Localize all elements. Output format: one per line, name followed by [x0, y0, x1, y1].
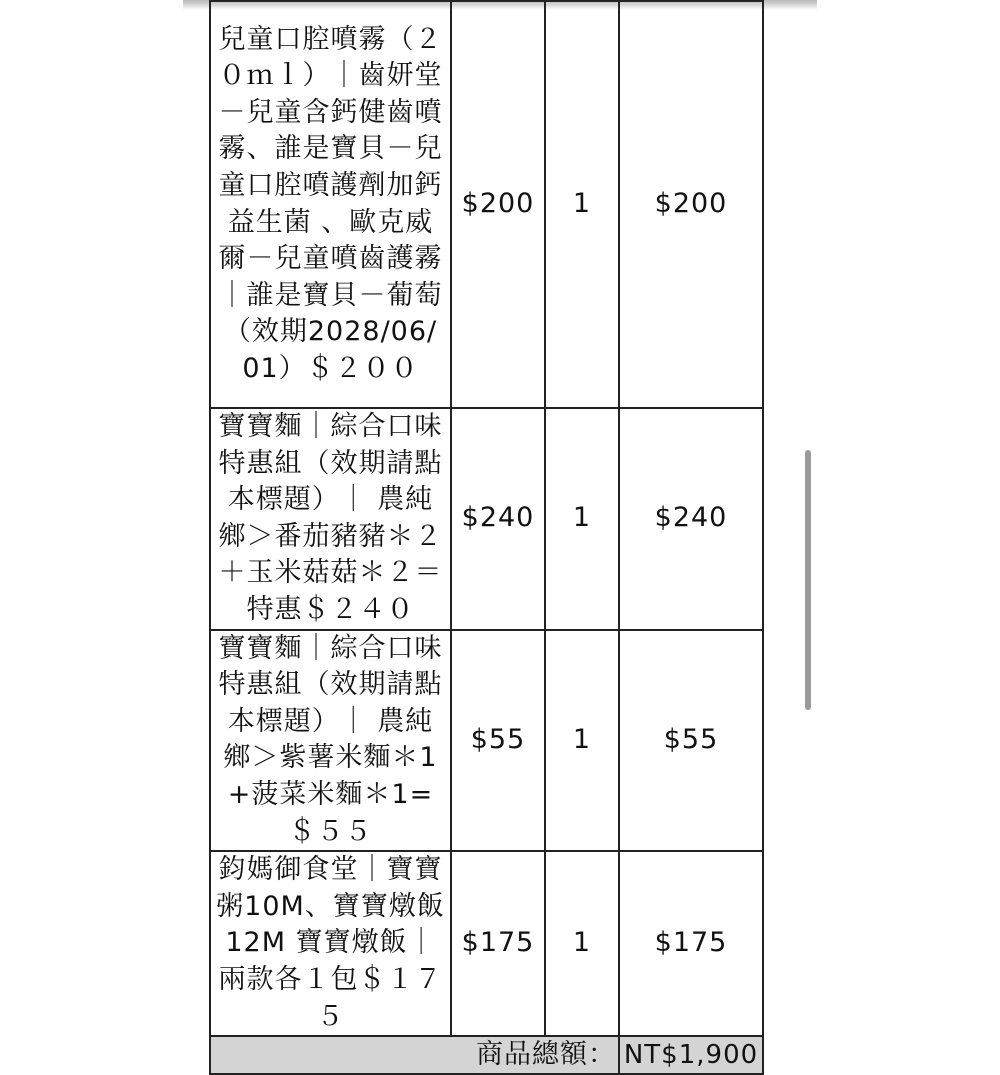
- unit-price: $240: [451, 408, 545, 630]
- total-amount: NT$1,900: [619, 1036, 763, 1074]
- line-subtotal: $200: [619, 1, 763, 408]
- total-label: 商品總額：: [210, 1036, 619, 1074]
- vertical-scrollbar[interactable]: [805, 450, 811, 710]
- table-row: [210, 630, 763, 852]
- line-subtotal: $240: [619, 408, 763, 630]
- order-items-table: [209, 0, 764, 1075]
- line-subtotal: $175: [619, 851, 763, 1036]
- product-name[interactable]: 寶寶麵｜綜合口味特惠組（效期請點本標題）｜ 農純鄉＞紫薯米麵＊1+菠菜米麵＊1= ＄５５: [210, 630, 451, 852]
- total-row: [210, 1036, 763, 1074]
- quantity: 1: [545, 630, 619, 852]
- table-row: [210, 1, 763, 408]
- unit-price: $55: [451, 630, 545, 852]
- quantity: 1: [545, 408, 619, 630]
- table-row: [210, 851, 763, 1036]
- unit-price: $175: [451, 851, 545, 1036]
- quantity: 1: [545, 1, 619, 408]
- product-name[interactable]: 兒童口腔噴霧（２０ｍｌ）｜齒妍堂－兒童含鈣健齒噴霧、誰是寶貝－兒童口腔噴護劑加鈣益生菌 、歐克威爾－兒童噴齒護霧｜誰是寶貝－葡萄（效期2028/06/01）＄２００: [210, 1, 451, 408]
- line-subtotal: $55: [619, 630, 763, 852]
- quantity: 1: [545, 851, 619, 1036]
- table-row: [210, 408, 763, 630]
- unit-price: $200: [451, 1, 545, 408]
- product-name[interactable]: 鈞媽御食堂｜寶寶粥10M、寶寶燉飯12M 寶寶燉飯｜兩款各１包＄１７５: [210, 851, 451, 1036]
- product-name[interactable]: 寶寶麵｜綜合口味特惠組（效期請點本標題）｜ 農純鄉＞番茄豬豬＊２＋玉米菇菇＊２＝特惠＄２４０: [210, 408, 451, 630]
